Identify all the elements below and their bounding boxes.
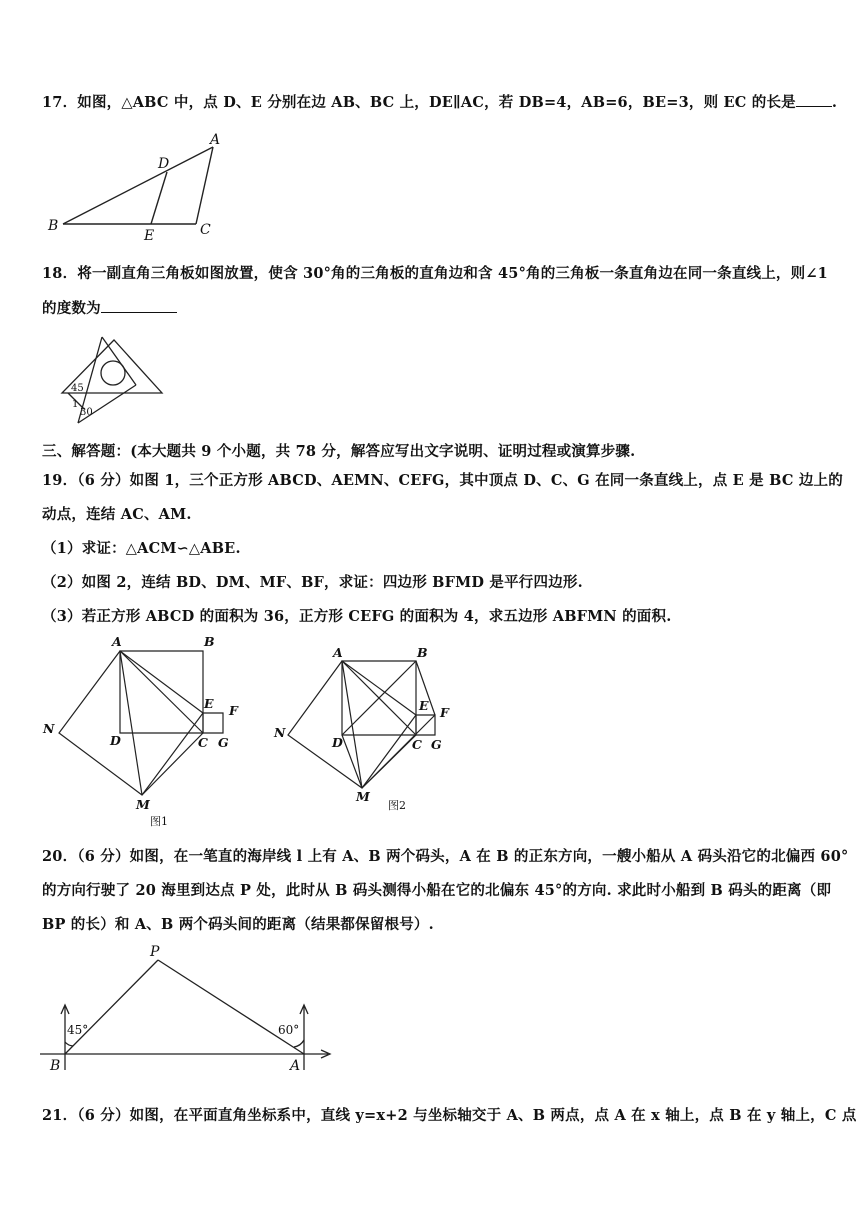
fig1-label-m: M bbox=[136, 797, 150, 812]
q20-line2: 的方向行驶了 20 海里到达点 P 处，此时从 B 码头测得小船在它的北偏东 45°的方向. 求此时小船到 B 码头的距离（即 bbox=[42, 882, 832, 899]
fig1-label-e: E bbox=[204, 696, 214, 711]
fig1-label-g: G bbox=[218, 735, 229, 750]
q19-figure-2 bbox=[272, 643, 472, 818]
fig2-label-d: D bbox=[332, 735, 343, 750]
fig1-label-a: A bbox=[112, 634, 122, 649]
fig2-label-c: C bbox=[412, 737, 422, 752]
q20-label-b: B bbox=[50, 1058, 61, 1074]
q20-angle-60: 60° bbox=[278, 1023, 300, 1037]
fig1-label-c: C bbox=[198, 735, 208, 750]
q18-line2: 的度数为 bbox=[42, 297, 177, 318]
q17-label-d: D bbox=[158, 156, 170, 172]
section3-heading: 三、解答题：(本大题共 9 个小题，共 78 分，解答应写出文字说明、证明过程或演算步骤. bbox=[42, 443, 636, 460]
fig2-label-n: N bbox=[274, 725, 286, 740]
q20-angle-45: 45° bbox=[67, 1023, 89, 1037]
q17-label-b: B bbox=[48, 218, 59, 234]
fig2-label-g: G bbox=[431, 737, 442, 752]
q18-label-30: 30 bbox=[80, 407, 93, 418]
q19-part2: （2）如图 2，连结 BD、DM、MF、BF，求证：四边形 BFMD 是平行四边形. bbox=[42, 574, 583, 591]
fig1-label-b: B bbox=[204, 634, 215, 649]
fig2-label-b: B bbox=[417, 645, 428, 660]
fig2-label-e: E bbox=[419, 698, 429, 713]
fig2-label-m: M bbox=[356, 789, 370, 804]
fig2-caption: 图2 bbox=[388, 799, 406, 812]
fig1-label-d: D bbox=[110, 733, 121, 748]
q20-label-p: P bbox=[150, 944, 160, 960]
q18-line1: 18．将一副直角三角板如图放置，使含 30°角的三角板的直角边和含 45°角的三角板一条直角边在同一条直线上，则∠1 bbox=[42, 265, 828, 282]
q19-line1: 19．（6 分）如图 1，三个正方形 ABCD、AEMN、CEFG，其中顶点 D、C、G 在同一条直线上，点 E 是 BC 边上的 bbox=[42, 472, 843, 489]
q18-label-45: 45 bbox=[71, 383, 84, 394]
q20-line1: 20．（6 分）如图，在一笔直的海岸线 l 上有 A、B 两个码头，A 在 B 的正东方向，一艘小船从 A 码头沿它的北偏西 60° bbox=[42, 848, 849, 865]
q19-part3: （3）若正方形 ABCD 的面积为 36，正方形 CEFG 的面积为 4，求五边形 ABFMN 的面积. bbox=[42, 608, 672, 625]
fig2-label-f: F bbox=[440, 705, 449, 720]
q20-label-a: A bbox=[290, 1058, 301, 1074]
fig2-label-a: A bbox=[333, 645, 343, 660]
fig1-caption: 图1 bbox=[150, 815, 168, 828]
q18-triangle-boards-figure bbox=[58, 335, 168, 430]
fig1-label-n: N bbox=[43, 721, 55, 736]
q19-line2: 动点，连结 AC、AM. bbox=[42, 506, 192, 523]
q17-label-e: E bbox=[144, 228, 155, 243]
q19-part1: （1）求证：△ACM∽△ABE. bbox=[42, 540, 241, 557]
q18-label-1: 1 bbox=[72, 399, 79, 410]
q20-line3: BP 的长）和 A、B 两个码头间的距离（结果都保留根号）. bbox=[42, 916, 434, 933]
fig1-label-f: F bbox=[229, 703, 238, 718]
q21-line1: 21．（6 分）如图，在平面直角坐标系中，直线 y=x+2 与坐标轴交于 A、B 两点，点 A 在 x 轴上，点 B 在 y 轴上，C 点 bbox=[42, 1107, 857, 1124]
q17-text: 17．如图，△ABC 中，点 D、E 分别在边 AB、BC 上，DE∥AC，若 DB=4，AB=6，BE=3，则 EC 的长是 . bbox=[42, 94, 838, 111]
q20-coast-figure bbox=[38, 942, 338, 1077]
q17-triangle-figure bbox=[40, 128, 230, 243]
q17-label-c: C bbox=[200, 222, 211, 238]
q19-figure-1 bbox=[40, 633, 250, 828]
q17-label-a: A bbox=[210, 132, 221, 148]
